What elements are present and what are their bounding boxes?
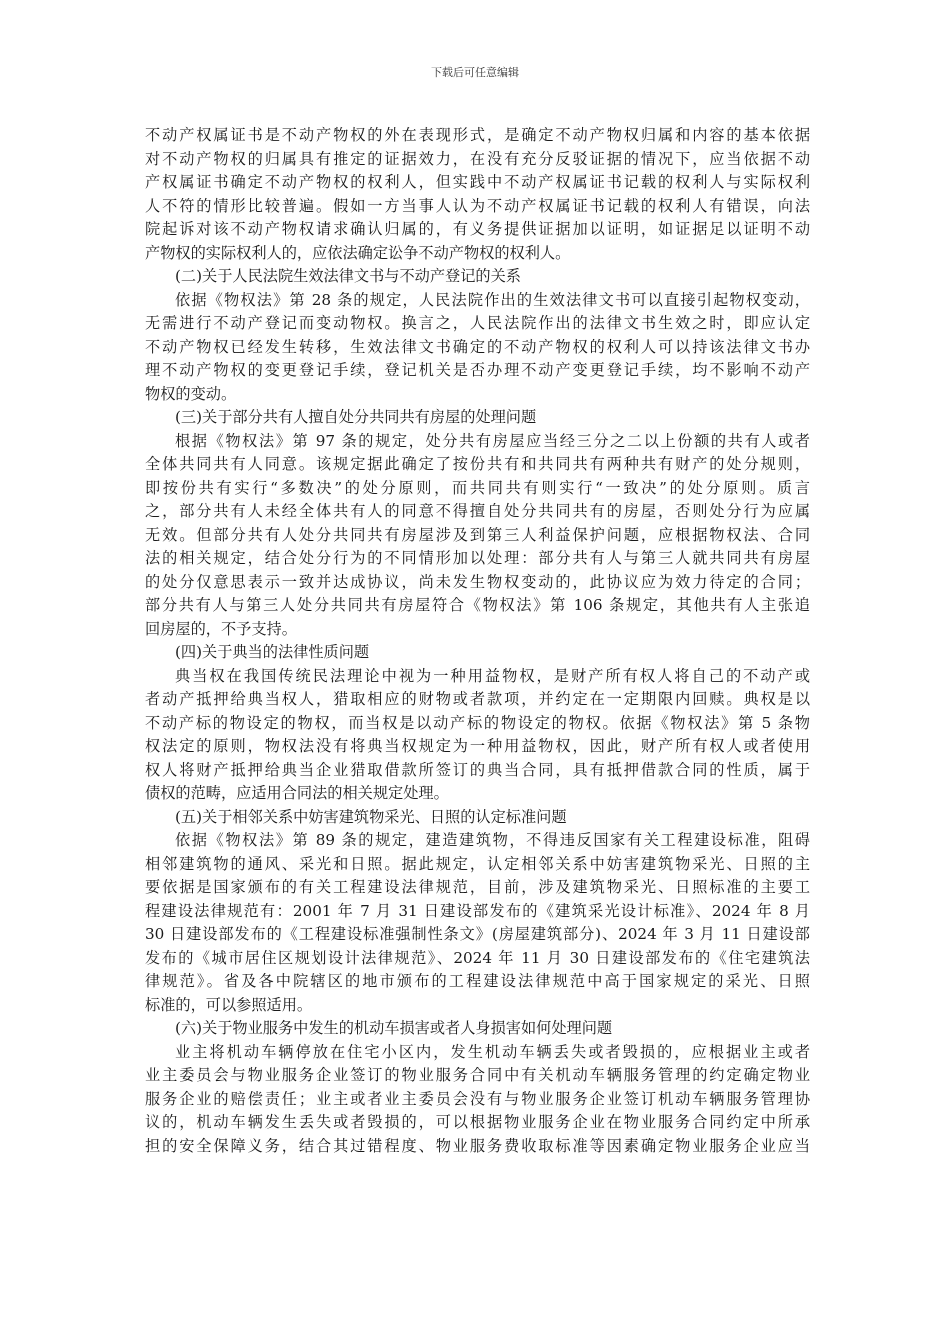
section-heading: (六)关于物业服务中发生的机动车损害或者人身损害如何处理问题 (175, 1019, 613, 1037)
text-line: 不动产标的物设定的物权，而当权是以动产标的物设定的物权。依据《物权法》第 5 条物 (145, 713, 810, 732)
text-line: 根据《物权法》第 97 条的规定，处分共有房屋应当经三分之二以上份额的共有人或者 (175, 431, 810, 450)
section-paragraph (145, 124, 810, 265)
text-line: 30 日建设部发布的《工程建设标准强制性条文》(房屋建筑部分)、2024 年 3 月 11 日建设部 (145, 925, 810, 943)
text-line: 权法定的原则，物权法没有将典当权规定为一种用益物权，因此，财产所有权人或者使用 (145, 737, 810, 755)
text-line: 依据《物权法》第 89 条的规定，建造建筑物，不得违反国家有关工程建设标准，阻碍 (175, 831, 810, 849)
section-paragraph (145, 430, 810, 642)
page-header: 下载后可任意编辑 (431, 66, 519, 79)
text-line: 议的，机动车辆发生丢失或者毁损的，可以根据物业服务企业在物业服务合同约定中所承 (145, 1113, 810, 1131)
section-paragraph (145, 289, 810, 407)
text-line: 回房屋的，不予支持。 (145, 619, 297, 638)
text-line: 债权的范畴，应适用合同法的相关规定处理。 (145, 784, 449, 802)
text-line: 业主委员会与物业服务企业签订的物业服务合同中有关机动车辆服务管理的约定确定物业 (145, 1066, 810, 1084)
text-line: 发布的《城市居住区规划设计法律规范》、2024 年 11 月 30 日建设部发布的《住宅建筑法 (145, 948, 810, 967)
text-line: 权人将财产抵押给典当企业猎取借款所签订的典当合同，具有抵押借款合同的性质，属于 (145, 760, 810, 779)
section-heading: (二)关于人民法院生效法律文书与不动产登记的关系 (175, 267, 521, 285)
text-line: 不动产物权已经发生转移，生效法律文书确定的不动产物权的权利人可以持该法律文书办 (145, 337, 810, 356)
text-line: 理不动产物权的变更登记手续，登记机关是否办理不动产变更登记手续，均不影响不动产 (145, 361, 810, 379)
section-heading: (三)关于部分共有人擅自处分共同共有房屋的处理问题 (175, 408, 537, 426)
text-line: 物权的变动。 (145, 384, 237, 403)
text-line: 担的安全保障义务，结合其过错程度、物业服务费收取标准等因素确定物业服务企业应当 (145, 1136, 810, 1155)
text-line: 部分共有人与第三人处分共同共有房屋符合《物权法》第 106 条规定，其他共有人主张追 (145, 596, 810, 614)
text-line: 依据《物权法》第 28 条的规定，人民法院作出的生效法律文书可以直接引起物权变动， (175, 290, 810, 309)
text-line: 即按份共有实行“多数决”的处分原则，而共同共有则实行“一致决”的处分原则。质言 (145, 478, 810, 497)
text-line: 法的相关规定，结合处分行为的不同情形加以处理：部分共有人与第三人就共同共有房屋 (145, 549, 810, 567)
text-line: 相邻建筑物的通风、采光和日照。据此规定，认定相邻关系中妨害建筑物采光、日照的主 (145, 854, 810, 873)
section-paragraph (145, 829, 810, 1017)
text-line: 人不符的情形比较普遍。假如一方当事人认为不动产权属证书记载的权利人有错误，向法 (145, 196, 810, 215)
document-body (145, 124, 810, 1158)
text-line: 院起诉对该不动产物权请求确认归属的，有义务提供证据加以证明，如证据足以证明不动 (145, 220, 810, 238)
text-line: 全体共同共有人同意。该规定据此确定了按份共有和共同共有两种共有财产的处分规则， (145, 455, 810, 473)
section-paragraph (145, 665, 810, 806)
text-line: 业主将机动车辆停放在住宅小区内，发生机动车辆丢失或者毁损的，应根据业主或者 (175, 1042, 810, 1061)
text-line: 标准的，可以参照适用。 (145, 995, 313, 1014)
text-line: 者动产抵押给典当权人，猎取相应的财物或者款项，并约定在一定期限内回赎。典权是以 (145, 690, 810, 708)
section-heading: (五)关于相邻关系中妨害建筑物采光、日照的认定标准问题 (175, 807, 567, 826)
text-line: 律规范》。省及各中院辖区的地市颁布的工程建设法律规范中高于国家规定的采光、日照 (145, 972, 810, 990)
section-heading: (四)关于典当的法律性质问题 (175, 643, 370, 661)
text-line: 无效。但部分共有人处分共同共有房屋涉及到第三人利益保护问题，应根据物权法、合同 (145, 525, 810, 544)
text-line: 不动产权属证书是不动产物权的外在表现形式，是确定不动产物权归属和内容的基本依据 (145, 126, 810, 144)
text-line: 之，部分共有人未经全体共有人的同意不得擅自处分共同共有的房屋，否则处分行为应属 (145, 502, 810, 520)
text-line: 要依据是国家颁布的有关工程建设法律规范，目前，涉及建筑物采光、日照标准的主要工 (145, 878, 810, 896)
text-line: 无需进行不动产登记而变动物权。换言之，人民法院作出的法律文书生效之时，即应认定 (145, 314, 810, 332)
text-line: 服务企业的赔偿责任；业主或者业主委员会没有与物业服务企业签订机动车辆服务管理协 (145, 1089, 810, 1108)
text-line: 典当权在我国传统民法理论中视为一种用益物权，是财产所有权人将自己的不动产或 (175, 666, 810, 685)
text-line: 产权属证书确定不动产物权的权利人，但实践中不动产权属证书记载的权利人与实际权利 (145, 173, 810, 191)
text-line: 对不动产物权的归属具有推定的证据效力，在没有充分反驳证据的情况下，应当依据不动 (145, 149, 810, 168)
text-line: 产物权的实际权利人的，应依法确定讼争不动产物权的权利人。 (145, 243, 571, 262)
text-line: 的处分仅意思表示一致并达成协议，尚未发生物权变动的，此协议应为效力待定的合同； (145, 572, 810, 591)
text-line: 程建设法律规范有：2001 年 7 月 31 日建设部发布的《建筑采光设计标准》、2024 年 8 月 (145, 901, 810, 920)
section-paragraph (145, 1041, 810, 1159)
